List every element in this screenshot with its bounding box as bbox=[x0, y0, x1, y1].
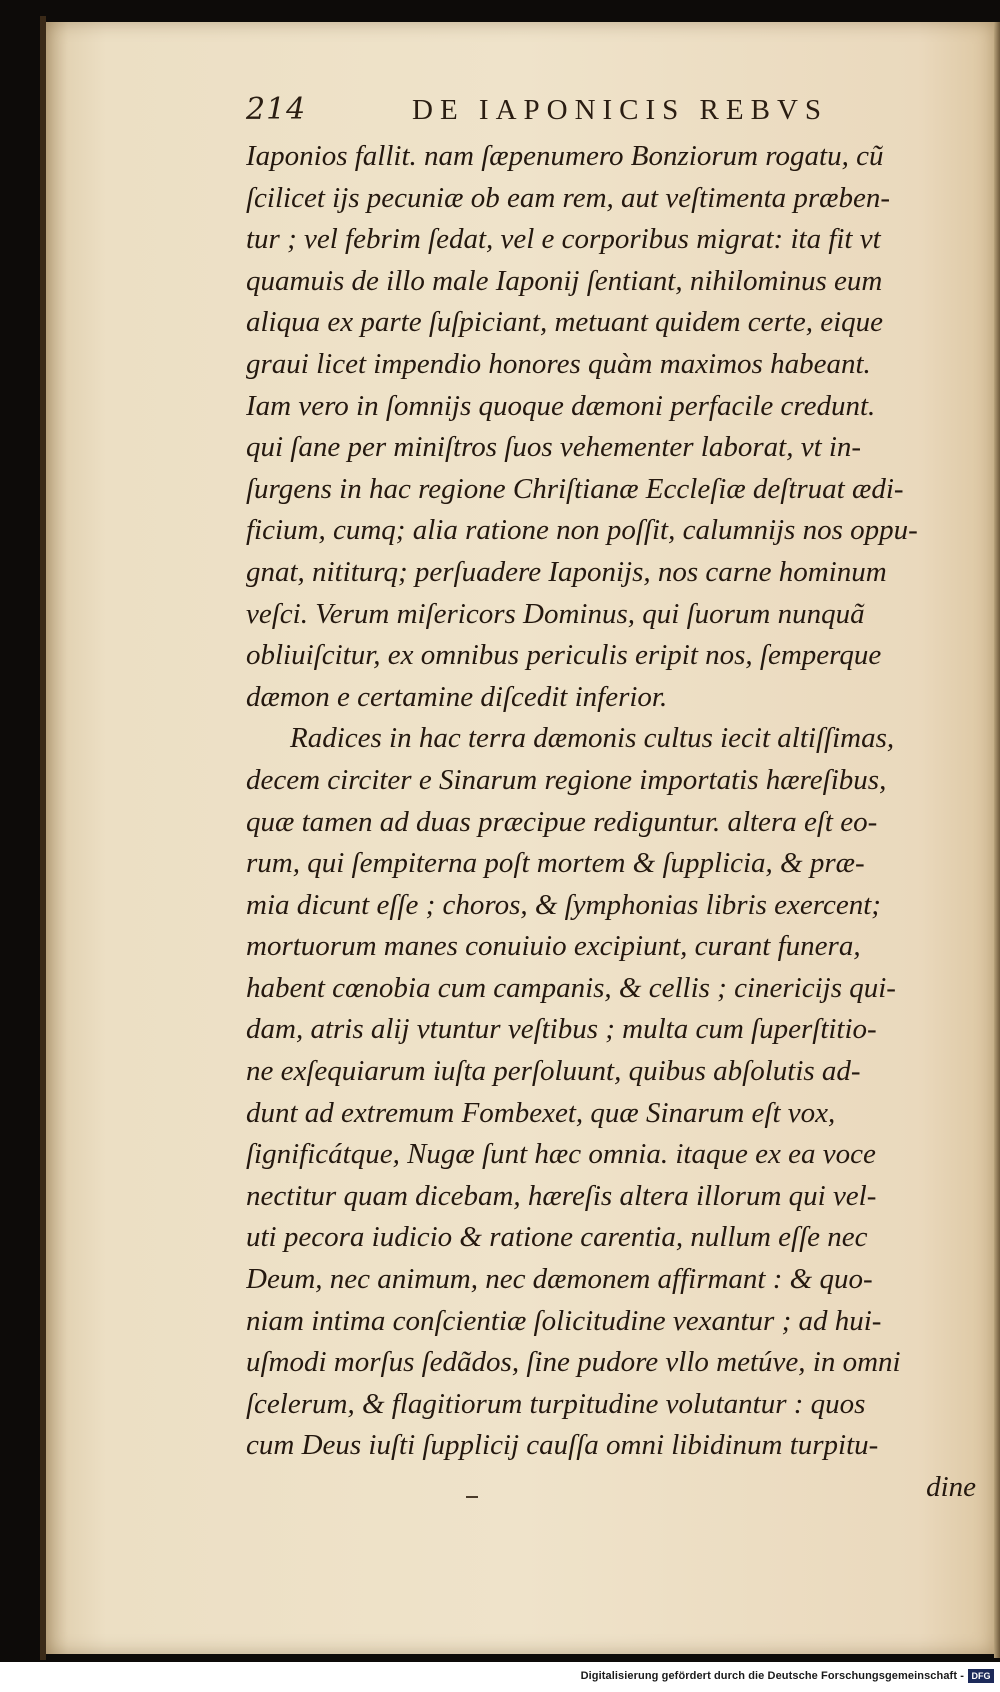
text-line: aliqua ex parte ſuſpiciant, metuant quidem certe, eique bbox=[246, 306, 884, 339]
page-right-edge bbox=[994, 22, 1000, 1658]
text-line: gnat, nititurq; perſuadere Iaponijs, nos carne hominum bbox=[246, 555, 887, 588]
text-line: Iam vero in ſomnijs quoque dæmoni perfacile credunt. bbox=[246, 389, 876, 422]
text-line: cum Deus iuſti ſupplicij cauſſa omni libidinum turpitu- bbox=[246, 1429, 879, 1462]
text-line: Deum, nec animum, nec dæmonem affirmant : & quo- bbox=[246, 1263, 873, 1296]
running-title: DE IAPONICIS REBVS bbox=[412, 94, 829, 126]
text-line: Iaponios fallit. nam ſæpenumero Bonziorum rogatu, cũ bbox=[246, 140, 884, 172]
text-line: ſignificátque, Nugæ ſunt hæc omnia. itaque ex ea voce bbox=[246, 1138, 876, 1171]
text-line: dunt ad extremum Fombexet, quæ Sinarum eſt vox, bbox=[246, 1096, 836, 1129]
text-line: ſcelerum, & flagitiorum turpitudine volutantur : quos bbox=[246, 1387, 866, 1420]
dfg-logo: DFG bbox=[968, 1669, 994, 1683]
text-line: quamuis de illo male Iaponij ſentiant, nihilominus eum bbox=[246, 264, 883, 297]
text-line: ſcilicet ijs pecuniæ ob eam rem, aut veſtimenta præben- bbox=[246, 181, 891, 214]
text-line: mia dicunt eſſe ; choros, & ſymphonias libris exercent; bbox=[246, 888, 881, 921]
text-line: dam, atris alij vtuntur veſtibus ; multa cum ſuperſtitio- bbox=[246, 1013, 877, 1046]
digitization-note: Digitalisierung gefördert durch die Deutsche Forschungsgemeinschaft - bbox=[580, 1670, 964, 1682]
text-line: uti pecora iudicio & ratione carentia, nullum eſſe nec bbox=[246, 1221, 868, 1254]
text-line: decem circiter e Sinarum regione importatis hæreſibus, bbox=[246, 763, 887, 796]
catchword: dine bbox=[926, 1471, 976, 1503]
text-line: ne exſequiarum iuſta perſoluunt, quibus abſolutis ad- bbox=[246, 1055, 861, 1088]
text-line: tur ; vel febrim ſedat, vel e corporibus migrat: ita fit vt bbox=[246, 223, 881, 256]
text-line: obliuiſcitur, ex omnibus periculis eripit nos, ſemperque bbox=[246, 639, 882, 672]
text-line: ficium, cumq; alia ratione non poſſit, calumnijs nos oppu- bbox=[246, 514, 918, 547]
text-line: niam intima conſcientiæ ſolicitudine vexantur ; ad hui- bbox=[246, 1304, 882, 1337]
text-line: rum, qui ſempiterna poſt mortem & ſupplicia, & præ- bbox=[246, 847, 865, 880]
text-line: habent cœnobia cum campanis, & cellis ; cinericijs qui- bbox=[246, 971, 896, 1004]
ink-mark bbox=[466, 1496, 478, 1498]
body-text bbox=[246, 136, 976, 1509]
text-line: qui ſane per miniſtros ſuos vehementer laborat, vt in- bbox=[246, 431, 862, 464]
footer-bar bbox=[0, 1662, 1000, 1692]
text-line: mortuorum manes conuiuio excipiunt, curant funera, bbox=[246, 930, 861, 963]
text-line: quæ tamen ad duas præcipue rediguntur. altera eſt eo- bbox=[246, 805, 878, 838]
text-line: uſmodi morſus ſedãdos, ſine pudore vllo metúve, in omni bbox=[246, 1346, 901, 1379]
paragraph-start-line: Radices in hac terra dæmonis cultus iecit altiſſimas, bbox=[290, 722, 895, 755]
text-line: veſci. Verum miſericors Dominus, qui ſuorum nunquã bbox=[246, 597, 865, 630]
page-header bbox=[246, 92, 846, 132]
text-line: graui licet impendio honores quàm maximos habeant. bbox=[246, 347, 871, 380]
text-line: ſurgens in hac regione Chriſtianæ Eccleſiæ deſtruat ædi- bbox=[246, 472, 904, 505]
text-line: dæmon e certamine diſcedit inferior. bbox=[246, 680, 668, 713]
page-number: 214 bbox=[246, 92, 307, 127]
text-line: nectitur quam dicebam, hæreſis altera illorum qui vel- bbox=[246, 1179, 877, 1212]
